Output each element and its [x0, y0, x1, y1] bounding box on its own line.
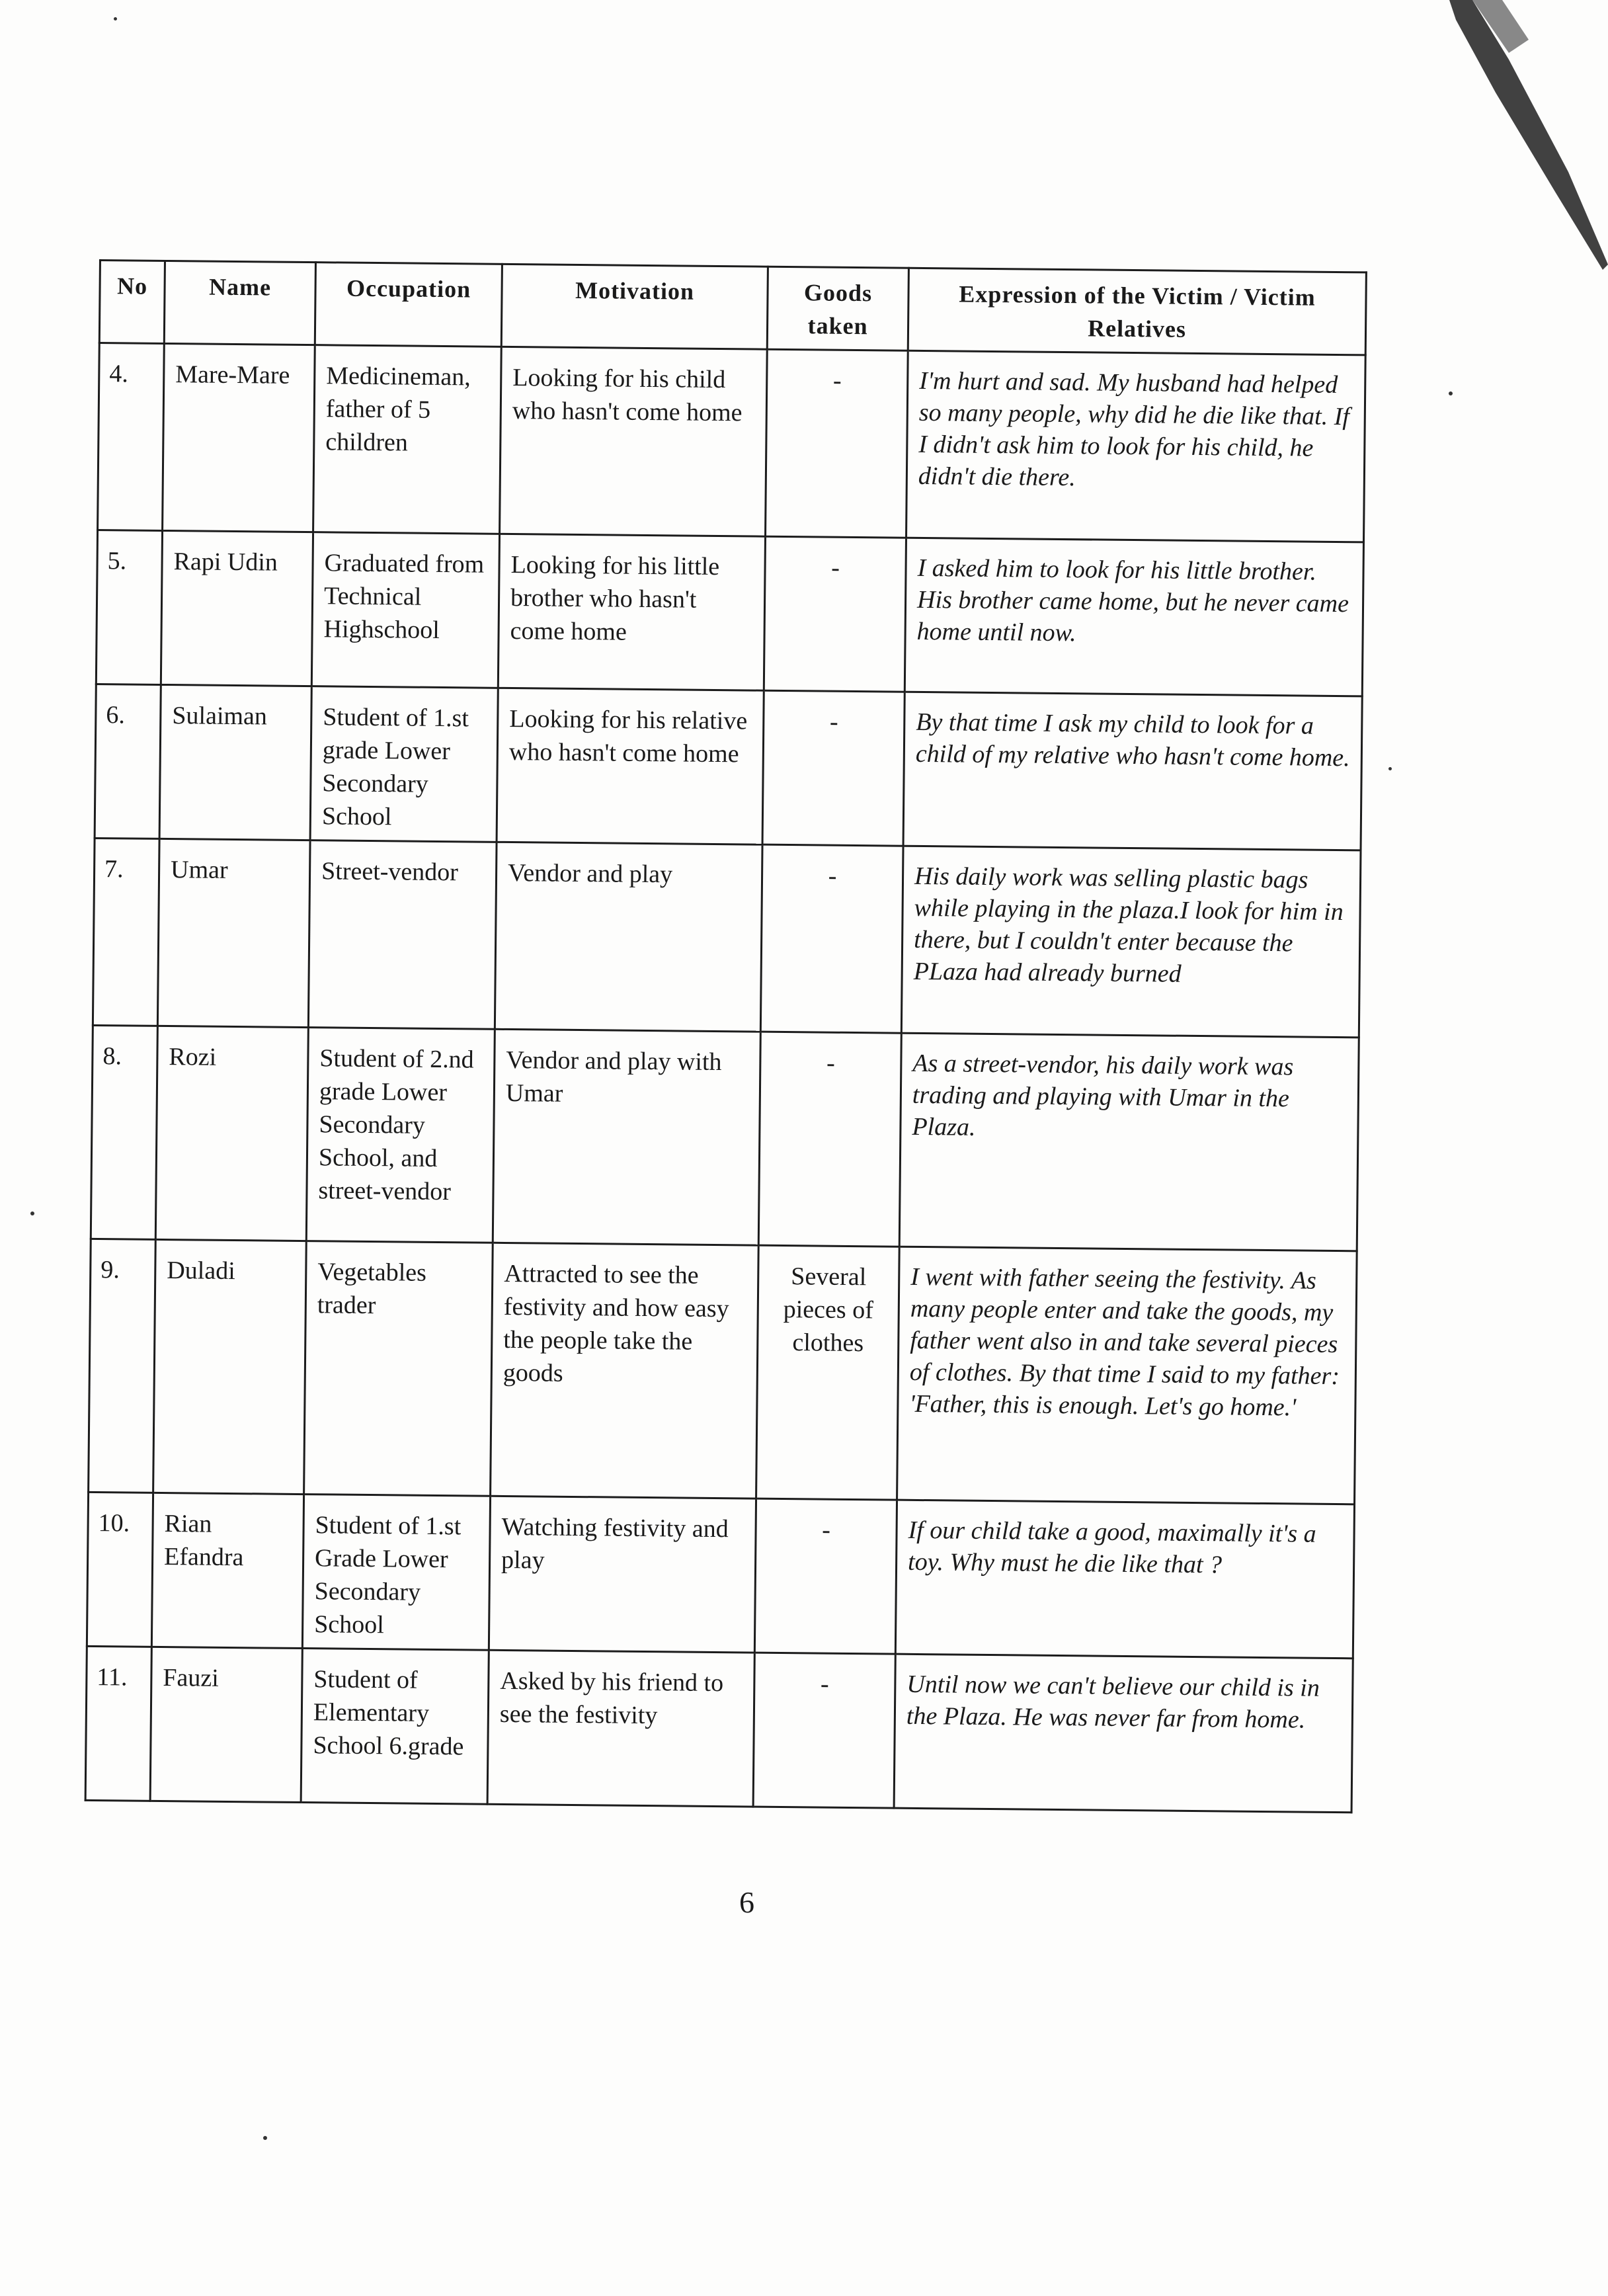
cell-occupation: Medicineman, father of 5 children	[313, 345, 502, 534]
cell-name: Mare-Mare	[163, 343, 315, 532]
scan-speck	[30, 1211, 34, 1215]
cell-name: Sulaiman	[159, 684, 311, 840]
cell-expression: I went with father seeing the festivity. As many people enter and take the goods, my father went also in and take several pieces of clothes. By that time I said to my father: 'Father, this is enough. Let's go home.'	[897, 1247, 1357, 1504]
cell-occupation: Graduated from Technical Highschool	[311, 532, 499, 688]
cell-expression: His daily work was selling plastic bags while playing in the plaza.I look for him in there, but I couldn't enter because the PLaza had already burned	[901, 846, 1361, 1038]
cell-no: 4.	[98, 343, 165, 531]
scan-speck	[1388, 767, 1392, 770]
header-expression: Expression of the Victim / Victim Relatives	[908, 268, 1366, 355]
cell-goods-taken: -	[753, 1653, 895, 1808]
cell-goods-taken: -	[766, 349, 908, 538]
table-row	[87, 1492, 1354, 1658]
table-row	[96, 530, 1363, 696]
cell-goods-taken: -	[762, 690, 904, 846]
cell-motivation: Vendor and play	[495, 842, 762, 1032]
header-occupation: Occupation	[315, 263, 502, 347]
scan-speck	[114, 17, 117, 20]
cell-expression: If our child take a good, maximally it's a toy. Why must he die like that ?	[895, 1500, 1354, 1659]
cell-no: 6.	[95, 684, 161, 839]
cell-occupation: Student of 1.st Grade Lower Secondary School	[302, 1495, 490, 1651]
cell-name: Rian Efandra	[151, 1493, 303, 1648]
header-motivation: Motivation	[501, 264, 768, 349]
victim-table	[85, 259, 1367, 1813]
table-row	[95, 684, 1362, 850]
cell-goods-taken: -	[764, 536, 906, 692]
cell-expression: By that time I ask my child to look for a child of my relative who hasn't come home.	[903, 692, 1362, 850]
cell-name: Fauzi	[150, 1647, 302, 1802]
table-row	[91, 1025, 1359, 1250]
cell-no: 10.	[87, 1492, 153, 1647]
cell-name: Duladi	[153, 1239, 307, 1494]
cell-name: Rozi	[155, 1026, 308, 1241]
table-row	[85, 1646, 1353, 1812]
cell-motivation: Watching festivity and play	[489, 1496, 756, 1653]
cell-no: 9.	[89, 1239, 156, 1493]
cell-motivation: Attracted to see the festivity and how easy the people take the goods	[491, 1243, 759, 1498]
cell-goods-taken: -	[758, 1032, 901, 1247]
cell-motivation: Asked by his friend to see the festivity	[487, 1650, 754, 1807]
cell-no: 5.	[96, 530, 162, 684]
cell-expression: Until now we can't believe our child is in the Plaza. He was never far from home.	[894, 1654, 1353, 1813]
cell-name: Umar	[157, 839, 310, 1027]
cell-expression: As a street-vendor, his daily work was trading and playing with Umar in the Plaza.	[899, 1033, 1359, 1251]
cell-motivation: Looking for his little brother who hasn't come home	[498, 534, 765, 690]
cell-motivation: Looking for his child who hasn't come home	[500, 347, 768, 536]
cell-occupation: Vegetables trader	[304, 1241, 493, 1496]
cell-no: 7.	[93, 838, 159, 1026]
header-no: No	[99, 261, 165, 344]
header-goods-taken: Goods taken	[767, 266, 908, 350]
cell-goods-taken: -	[754, 1498, 897, 1654]
cell-occupation: Street-vendor	[308, 840, 497, 1030]
cell-goods-taken: -	[760, 844, 903, 1033]
header-name: Name	[164, 261, 315, 345]
cell-occupation: Student of Elementary School 6.grade	[301, 1649, 489, 1805]
scan-smudge-mark	[1410, 0, 1608, 278]
cell-expression: I'm hurt and sad. My husband had helped so many people, why did he die like that. If I didn't ask him to look for his child, he didn't die there.	[906, 350, 1366, 542]
cell-expression: I asked him to look for his little brother. His brother came home, but he never came home until now.	[904, 538, 1363, 696]
cell-no: 11.	[85, 1646, 151, 1801]
scan-speck	[263, 2136, 267, 2140]
cell-name: Rapi Udin	[161, 530, 313, 686]
scan-speck	[1449, 391, 1453, 395]
cell-motivation: Looking for his relative who hasn't come home	[497, 688, 764, 844]
cell-motivation: Vendor and play with Umar	[493, 1029, 760, 1245]
cell-no: 8.	[91, 1025, 157, 1239]
table-row	[93, 838, 1361, 1037]
table-header-row	[99, 261, 1366, 355]
cell-goods-taken: Several pieces of clothes	[756, 1245, 900, 1500]
cell-occupation: Student of 2.nd grade Lower Secondary School, and street-vendor	[306, 1028, 495, 1243]
page-number: 6	[739, 1885, 754, 1919]
cell-occupation: Student of 1.st grade Lower Secondary School	[310, 686, 498, 842]
table-row	[89, 1239, 1357, 1504]
table-row	[98, 343, 1366, 542]
